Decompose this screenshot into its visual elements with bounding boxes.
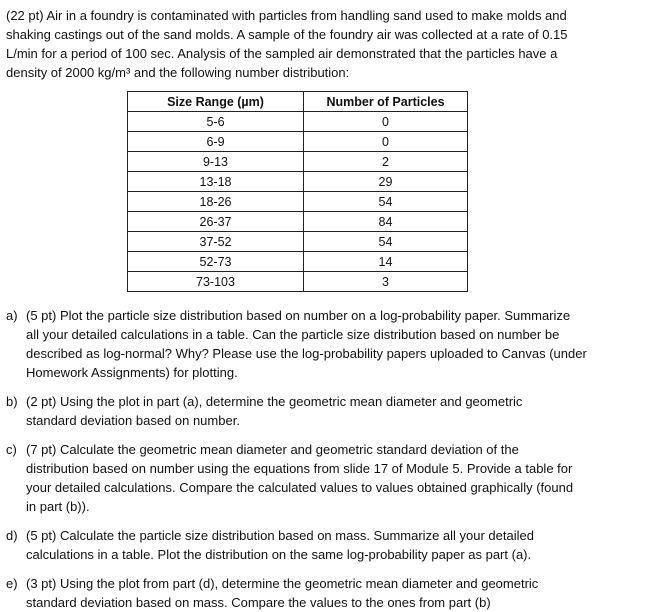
- question-label: d): [6, 528, 18, 543]
- intro-line: (22 pt) Air in a foundry is contaminated with particles from handling sand used to make molds and: [6, 8, 567, 23]
- question-label: e): [6, 576, 18, 591]
- size-range-cell: 52-73: [128, 252, 304, 272]
- question-a: [6, 306, 648, 382]
- size-range-cell: 5-6: [128, 112, 304, 132]
- problem-intro: [6, 6, 648, 82]
- question-line: (3 pt) Using the plot from part (d), determine the geometric mean diameter and geometric: [26, 576, 539, 591]
- intro-line: density of 2000 kg/m³ and the following number distribution:: [6, 65, 350, 80]
- table-row: [128, 112, 468, 132]
- question-line: (2 pt) Using the plot in part (a), determine the geometric mean diameter and geometric: [26, 394, 523, 409]
- distribution-table-wrap: [127, 91, 648, 292]
- table-header-row: [128, 92, 468, 112]
- size-range-cell: 13-18: [128, 172, 304, 192]
- table-row: [128, 132, 468, 152]
- question-label: c): [6, 442, 17, 457]
- size-range-cell: 9-13: [128, 152, 304, 172]
- particle-count-cell: 2: [304, 152, 468, 172]
- particle-count-cell: 0: [304, 132, 468, 152]
- number-distribution-table: [127, 91, 468, 292]
- particle-count-cell: 3: [304, 272, 468, 292]
- question-e: [6, 574, 648, 612]
- size-range-cell: 6-9: [128, 132, 304, 152]
- question-line: all your detailed calculations in a table. Can the particle size distribution based on number be: [26, 327, 560, 342]
- question-line: (7 pt) Calculate the geometric mean diameter and geometric standard deviation of the: [26, 442, 519, 457]
- particle-count-cell: 0: [304, 112, 468, 132]
- question-b: [6, 392, 648, 430]
- question-c: [6, 440, 648, 516]
- question-line: (5 pt) Calculate the particle size distribution based on mass. Summarize all your detailed: [26, 528, 534, 543]
- question-line: in part (b)).: [26, 499, 90, 514]
- size-range-cell: 18-26: [128, 192, 304, 212]
- intro-line: L/min for a period of 100 sec. Analysis of the sampled air demonstrated that the particles have a: [6, 46, 558, 61]
- question-label: b): [6, 394, 18, 409]
- particle-count-cell: 84: [304, 212, 468, 232]
- table-row: [128, 172, 468, 192]
- particle-count-cell: 54: [304, 232, 468, 252]
- question-line: distribution based on number using the equations from slide 17 of Module 5. Provide a table for: [26, 461, 573, 476]
- table-row: [128, 192, 468, 212]
- table-row: [128, 252, 468, 272]
- particle-count-cell: 29: [304, 172, 468, 192]
- question-line: (5 pt) Plot the particle size distribution based on number on a log-probability paper. Summarize: [26, 308, 571, 323]
- table-row: [128, 212, 468, 232]
- question-d: [6, 526, 648, 564]
- size-range-header: Size Range (µm): [128, 92, 304, 112]
- question-line: standard deviation based on mass. Compare the values to the ones from part (b): [26, 595, 491, 610]
- question-line: described as log-normal? Why? Please use the log-probability papers uploaded to Canvas (under: [26, 346, 587, 361]
- question-line: your detailed calculations. Compare the calculated values to values obtained graphically (found: [26, 480, 574, 495]
- table-row: [128, 272, 468, 292]
- intro-line: shaking castings out of the sand molds. A sample of the foundry air was collected at a rate of 0.15: [6, 27, 568, 42]
- table-row: [128, 232, 468, 252]
- number-of-particles-header: Number of Particles: [304, 92, 468, 112]
- question-line: Homework Assignments) for plotting.: [26, 365, 238, 380]
- size-range-cell: 26-37: [128, 212, 304, 232]
- question-line: standard deviation based on number.: [26, 413, 240, 428]
- question-label: a): [6, 308, 18, 323]
- particle-count-cell: 14: [304, 252, 468, 272]
- particle-count-cell: 54: [304, 192, 468, 212]
- size-range-cell: 73-103: [128, 272, 304, 292]
- size-range-cell: 37-52: [128, 232, 304, 252]
- table-row: [128, 152, 468, 172]
- question-line: calculations in a table. Plot the distribution on the same log-probability paper as part (a).: [26, 547, 532, 562]
